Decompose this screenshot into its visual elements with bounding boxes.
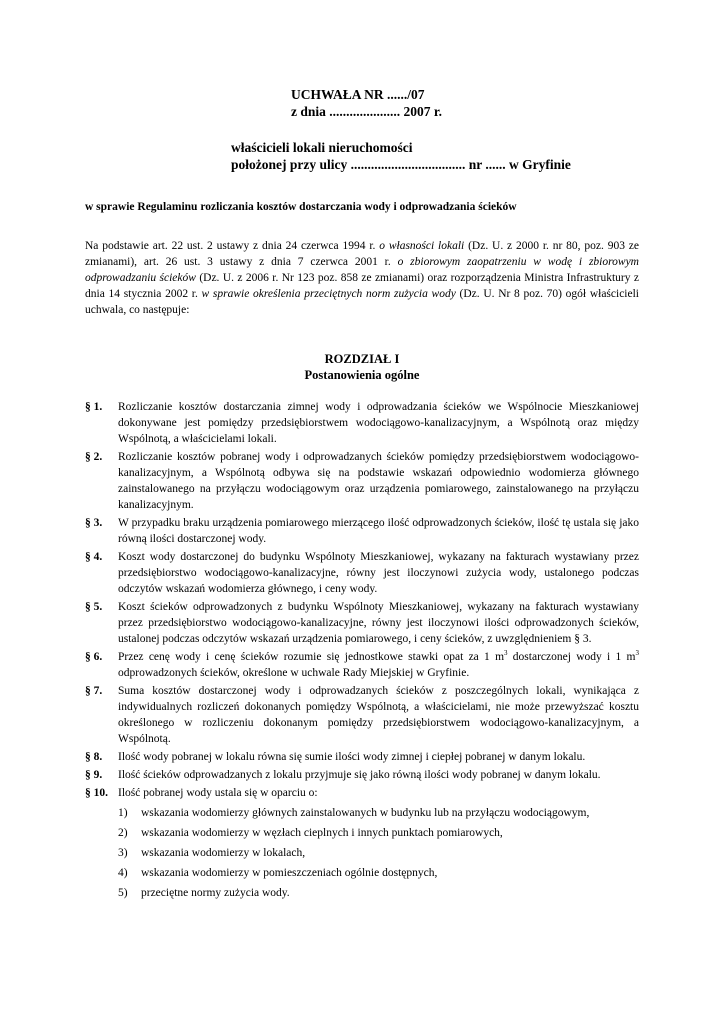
paragraph-1 bbox=[85, 399, 639, 447]
resolution-header bbox=[291, 86, 442, 120]
paragraph-text-part: Przez cenę wody i cenę ścieków rozumie się jednostkowe stawki opat za 1 m bbox=[118, 651, 505, 663]
paragraph-number: § 10. bbox=[85, 787, 108, 799]
paragraph-text: Ilość wody pobranej w lokalu równa się sumie ilości wody zimnej i ciepłej pobranej w danym lokalu. bbox=[118, 751, 586, 763]
paragraph-text: Ilość pobranej wody ustala się w oparciu o: bbox=[118, 787, 318, 799]
paragraph-2 bbox=[85, 449, 639, 513]
list-item-number: 5) bbox=[118, 887, 128, 899]
paragraph-text: W przypadku braku urządzenia pomiarowego mierzącego ilość odprowadzonych ścieków, ilość tę ustala się jako równą ilości dostarczonej wody. bbox=[118, 517, 639, 545]
paragraph-6 bbox=[85, 649, 639, 681]
preamble-act-title-2: o zbiorowym zaopatrzeniu w wodę i zbiorowym odprowadzaniu ścieków bbox=[85, 256, 639, 284]
cubic-superscript: 3 bbox=[504, 649, 508, 658]
resolution-title: UCHWAŁA NR ....../07 bbox=[291, 87, 425, 102]
preamble-text-3: (Dz. U. z 2006 r. Nr 123 poz. 858 ze zmianami) oraz rozporządzenia Ministra Infrastruktury z dnia 14 stycznia 2002 r. bbox=[85, 272, 639, 300]
resolution-subject: w sprawie Regulaminu rozliczania kosztów dostarczania wody i odprowadzania ścieków bbox=[85, 201, 517, 213]
list-item-number: 1) bbox=[118, 807, 128, 819]
paragraph-text: Ilość ścieków odprowadzanych z lokalu przyjmuje się jako równą ilości wody pobranej w danym lokalu. bbox=[118, 769, 601, 781]
list-item-number: 4) bbox=[118, 867, 128, 879]
list-item bbox=[118, 885, 639, 901]
paragraph-number: § 5. bbox=[85, 601, 103, 613]
paragraph-number: § 1. bbox=[85, 401, 103, 413]
paragraph-text-part: odprowadzonych ścieków, określone w uchwale Rady Miejskiej w Gryfinie. bbox=[118, 667, 470, 679]
list-item bbox=[118, 825, 639, 841]
list-item-text: przeciętne normy zużycia wody. bbox=[141, 887, 290, 899]
paragraph-number: § 2. bbox=[85, 451, 103, 463]
preamble bbox=[85, 238, 639, 318]
list-item-text: wskazania wodomierzy w węzłach cieplnych i innych punktach pomiarowych, bbox=[141, 827, 503, 839]
paragraph-number: § 4. bbox=[85, 551, 103, 563]
paragraph-text: Rozliczanie kosztów dostarczania zimnej wody i odprowadzania ścieków we Wspólnocie Mieszkaniowej dokonywane jest pomiędzy przedsiębiorstwem wodociągowo-kanalizacyjnym, a Wspólnotą oraz między Wspólnotą, a właścicielami lokali. bbox=[118, 401, 639, 445]
paragraph-text: Koszt ścieków odprowadzonych z budynku Wspólnoty Mieszkaniowej, wykazany na fakturach wystawiany przez przedsiębiorstwo wodociągowo-kanalizacyjne, równy jest iloczynowi ilości odprowadzonych ścieków, ustalonej podczas odczytów wskazań urządzenia pomiarowego, i ceny ścieków, z uwzględnieniem § 3. bbox=[118, 601, 639, 645]
list-item bbox=[118, 805, 639, 821]
paragraph-number: § 9. bbox=[85, 769, 103, 781]
paragraph-9 bbox=[85, 767, 639, 783]
paragraph-number: § 3. bbox=[85, 517, 103, 529]
paragraph-number: § 6. bbox=[85, 651, 103, 663]
list-item bbox=[118, 865, 639, 881]
paragraph-text: Suma kosztów dostarczonej wody i odprowadzanych ścieków z poszczególnych lokali, wynikająca z indywidualnych rozliczeń dokonanych pomiędzy Wspólnotą, a właścicielami, nie może przewyższać kosztu określonego w rozliczeniu dokonanym pomiędzy przedsiębiorstwem wodociągowo-kanalizacyjnym, a Wspólnotą. bbox=[118, 685, 639, 745]
owners-line-1: właścicieli lokali nieruchomości bbox=[231, 140, 413, 155]
cubic-superscript: 3 bbox=[635, 649, 639, 658]
paragraph-number: § 8. bbox=[85, 751, 103, 763]
preamble-act-title-3: w sprawie określenia przeciętnych norm zużycia wody bbox=[201, 288, 456, 300]
chapter-heading: ROZDZIAŁ I bbox=[324, 352, 400, 366]
list-item-text: wskazania wodomierzy głównych zainstalowanych w budynku lub na przyłączu wodociągowym, bbox=[141, 807, 590, 819]
owners-block bbox=[231, 139, 571, 173]
list-item bbox=[118, 845, 639, 861]
chapter-subheading: Postanowienia ogólne bbox=[304, 368, 420, 382]
list-item-text: wskazania wodomierzy w pomieszczeniach ogólnie dostępnych, bbox=[141, 867, 438, 879]
measurement-methods-list bbox=[118, 805, 639, 901]
list-item-text: wskazania wodomierzy w lokalach, bbox=[141, 847, 306, 859]
paragraph-text: Koszt wody dostarczonej do budynku Wspólnoty Mieszkaniowej, wykazany na fakturach wystawiany przez przedsiębiorstwo wodociągowo-kanalizacyjne, równy jest iloczynowi zużycia wody, ustalonego podczas odczytów wskazań wodomierza głównego, i ceny wody. bbox=[118, 551, 639, 595]
paragraph-text-part: dostarczonej wody i 1 m bbox=[507, 651, 636, 663]
paragraph-8 bbox=[85, 749, 639, 765]
preamble-act-title-1: o własności lokali bbox=[379, 240, 465, 252]
paragraph-7 bbox=[85, 683, 639, 747]
paragraph-text: Rozliczanie kosztów pobranej wody i odprowadzanych ścieków pomiędzy przedsiębiorstwem wodociągowo-kanalizacyjnym, a Wspólnotą odbywa się na podstawie wskazań odpowiednio wodomierza głównego zainstalowanego na przyłączu wodociągowym oraz urządzenia pomiarowego, zainstalowanego na przyłączu kanalizacyjnym. bbox=[118, 451, 639, 511]
preamble-text-4: (Dz. U. Nr 8 poz. 70) ogół właścicieli uchwala, co następuje: bbox=[85, 288, 639, 316]
preamble-text-1: Na podstawie art. 22 ust. 2 ustawy z dnia 24 czerwca 1994 r. bbox=[85, 240, 380, 252]
paragraph-5 bbox=[85, 599, 639, 647]
chapter-heading-block bbox=[85, 351, 639, 383]
paragraph-list bbox=[85, 399, 639, 901]
paragraph-4 bbox=[85, 549, 639, 597]
paragraph-3 bbox=[85, 515, 639, 547]
paragraph-10 bbox=[85, 785, 639, 801]
list-item-number: 2) bbox=[118, 827, 128, 839]
resolution-date: z dnia ..................... 2007 r. bbox=[291, 104, 443, 119]
list-item-number: 3) bbox=[118, 847, 128, 859]
paragraph-number: § 7. bbox=[85, 685, 103, 697]
preamble-text-2: (Dz. U. z 2000 r. nr 80, poz. 903 ze zmianami), art. 26 ust. 3 ustawy z dnia 7 czerwca 2001 r. bbox=[85, 240, 640, 268]
paragraph-text bbox=[118, 649, 639, 681]
owners-line-2: położonej przy ulicy .................................. nr ...... w Gryfinie bbox=[231, 157, 571, 172]
